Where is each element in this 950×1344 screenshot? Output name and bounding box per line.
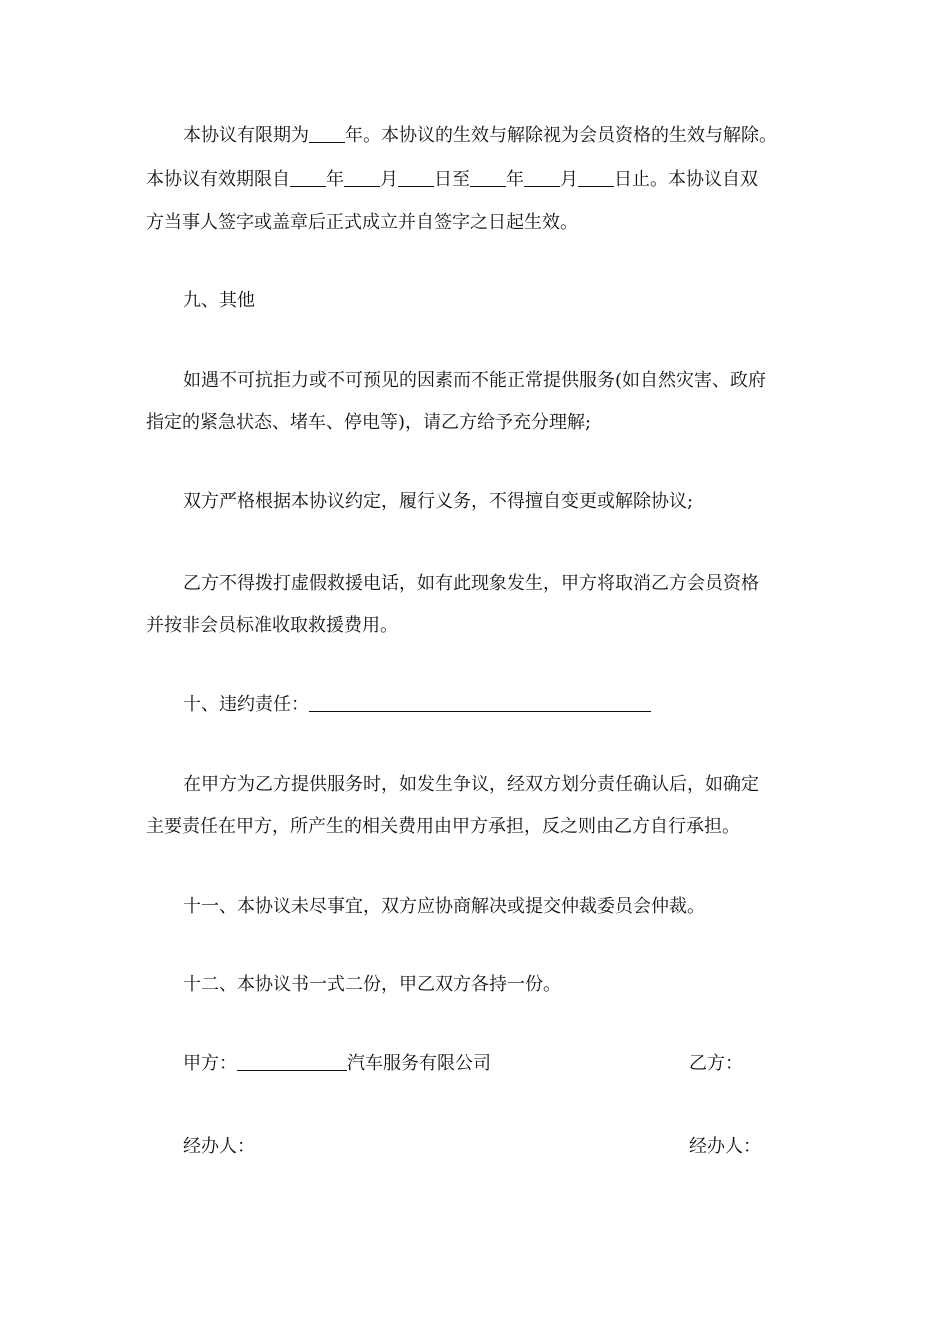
month-label: 月 [380,169,398,190]
end-year-blank[interactable] [470,168,506,187]
dispute-line-2: 主要责任在甲方，所产生的相关费用由甲方承担，反之则由乙方自行承担。 [146,816,740,837]
section-nine-heading: 九、其他 [183,290,255,311]
agent-a-label: 经办人： [183,1136,255,1157]
validity-text: 日止。本协议自双 [614,169,758,190]
year-label: 年 [506,169,524,190]
year-label: 年 [326,169,344,190]
force-majeure-line-2: 指定的紧急状态、堵车、停电等)，请乙方给予充分理解; [146,412,592,433]
validity-line-3: 方当事人签字或盖章后正式成立并自签字之日起生效。 [146,212,578,233]
validity-line-1 [183,124,777,148]
end-month-blank[interactable] [524,168,560,187]
false-call-line-2: 并按非会员标准收取救援费用。 [146,615,398,636]
validity-text: 年。本协议的生效与解除视为会员资格的生效与解除。 [345,125,777,146]
section-ten-heading: 十、违约责任： [183,694,309,715]
party-a-line [183,1052,491,1076]
party-a-company: 汽车服务有限公司 [347,1053,491,1074]
breach-liability-blank[interactable] [309,693,651,712]
force-majeure-line-1: 如遇不可抗拒力或不可预见的因素而不能正常提供服务(如自然灾害、政府 [183,370,767,391]
obligation-paragraph: 双方严格根据本协议约定，履行义务，不得擅自变更或解除协议; [183,491,694,512]
validity-text: 本协议有效期限自 [146,169,290,190]
party-a-name-blank[interactable] [237,1052,347,1071]
term-years-blank[interactable] [309,124,345,143]
day-to-label: 日至 [434,169,470,190]
start-day-blank[interactable] [398,168,434,187]
end-day-blank[interactable] [578,168,614,187]
start-month-blank[interactable] [344,168,380,187]
section-twelve: 十二、本协议书一式二份，甲乙双方各持一份。 [183,974,561,995]
false-call-line-1: 乙方不得拨打虚假救援电话，如有此现象发生，甲方将取消乙方会员资格 [183,573,759,594]
section-eleven: 十一、本协议未尽事宜，双方应协商解决或提交仲裁委员会仲裁。 [183,896,705,917]
party-a-label: 甲方： [183,1053,237,1074]
agent-b-label: 经办人： [689,1136,761,1157]
party-b-label: 乙方： [689,1053,743,1074]
validity-line-2 [146,168,758,192]
validity-text: 本协议有限期为 [183,125,309,146]
dispute-line-1: 在甲方为乙方提供服务时，如发生争议，经双方划分责任确认后，如确定 [183,774,759,795]
section-ten-heading-line [183,693,651,717]
month-label: 月 [560,169,578,190]
start-year-blank[interactable] [290,168,326,187]
